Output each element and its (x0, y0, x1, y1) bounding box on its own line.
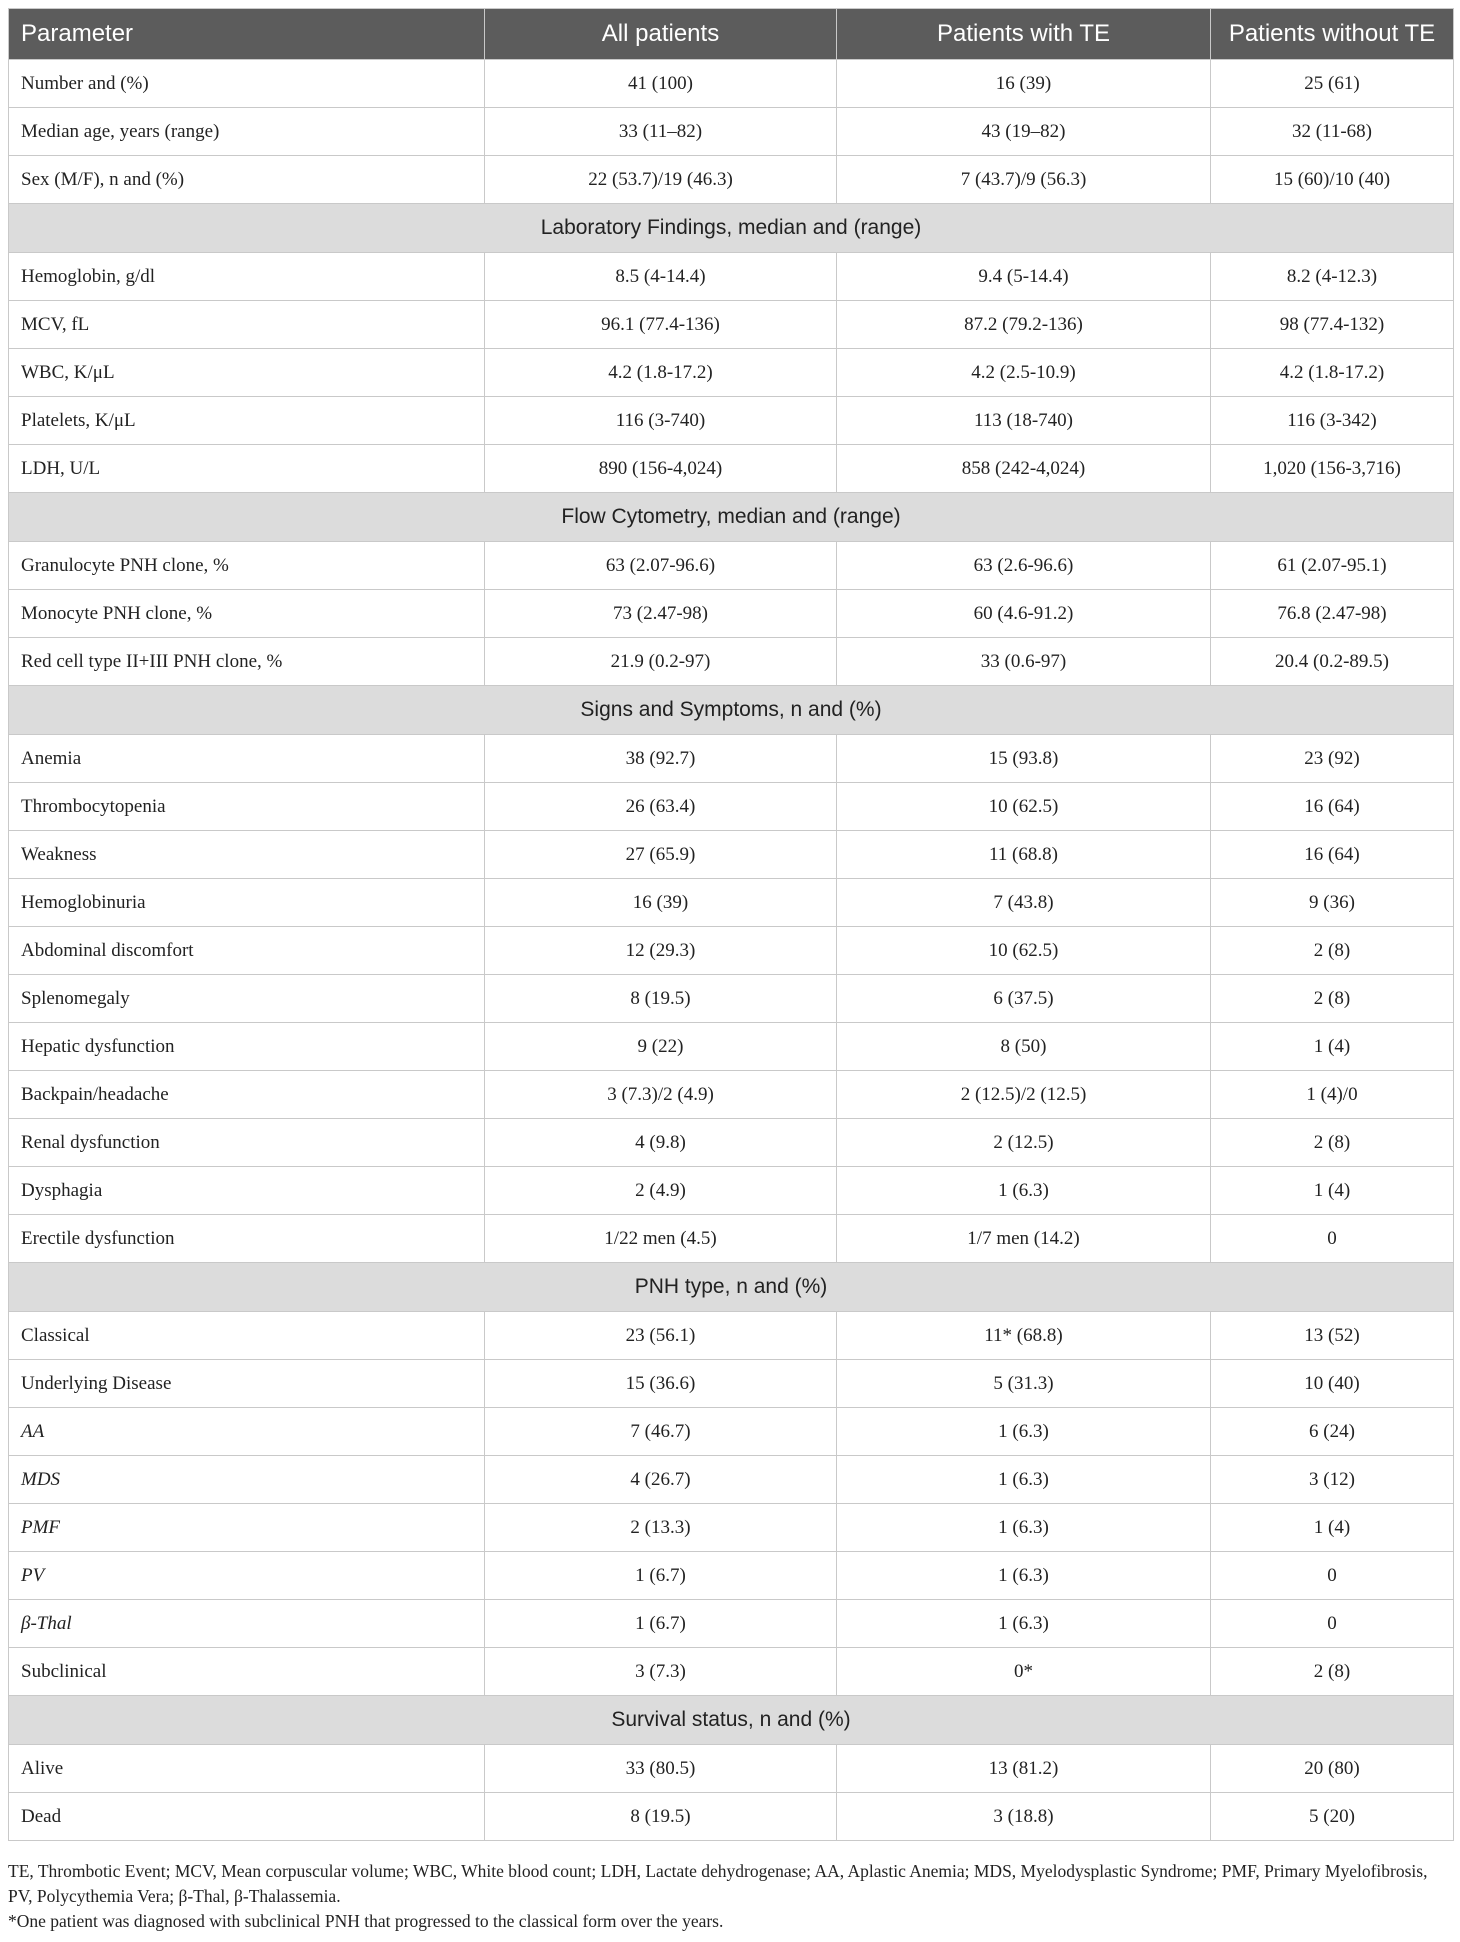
header-patients-without-te: Patients without TE (1211, 9, 1454, 60)
table-row (9, 879, 1454, 927)
without-te-cell: 8.2 (4-12.3) (1211, 253, 1454, 301)
without-te-cell: 3 (12) (1211, 1456, 1454, 1504)
without-te-cell: 4.2 (1.8-17.2) (1211, 349, 1454, 397)
all-patients-cell: 38 (92.7) (485, 735, 837, 783)
row-label-cell: Median age, years (range) (9, 108, 485, 156)
without-te-cell: 2 (8) (1211, 1119, 1454, 1167)
row-label-cell: Hemoglobin, g/dl (9, 253, 485, 301)
table-row (9, 1600, 1454, 1648)
without-te-cell: 2 (8) (1211, 975, 1454, 1023)
with-te-cell: 33 (0.6-97) (837, 638, 1211, 686)
header-parameter: Parameter (9, 9, 485, 60)
row-label-cell: Sex (M/F), n and (%) (9, 156, 485, 204)
with-te-cell: 87.2 (79.2-136) (837, 301, 1211, 349)
with-te-cell: 1 (6.3) (837, 1456, 1211, 1504)
table-row (9, 638, 1454, 686)
all-patients-cell: 16 (39) (485, 879, 837, 927)
with-te-cell: 1 (6.3) (837, 1600, 1211, 1648)
all-patients-cell: 96.1 (77.4-136) (485, 301, 837, 349)
row-label-cell: Anemia (9, 735, 485, 783)
all-patients-cell: 33 (11–82) (485, 108, 837, 156)
table-row (9, 1552, 1454, 1600)
table-row (9, 735, 1454, 783)
without-te-cell: 23 (92) (1211, 735, 1454, 783)
with-te-cell: 16 (39) (837, 60, 1211, 108)
with-te-cell: 9.4 (5-14.4) (837, 253, 1211, 301)
all-patients-cell: 3 (7.3)/2 (4.9) (485, 1071, 837, 1119)
asterisk-note: *One patient was diagnosed with subclinical PNH that progressed to the classical form over the years. (8, 1911, 724, 1931)
table-row (9, 349, 1454, 397)
table-footnotes (8, 1859, 1453, 1934)
with-te-cell: 1 (6.3) (837, 1408, 1211, 1456)
row-label-cell: WBC, K/μL (9, 349, 485, 397)
section-header-row (9, 1696, 1454, 1745)
table-row (9, 1167, 1454, 1215)
section-header-row (9, 493, 1454, 542)
with-te-cell: 1 (6.3) (837, 1552, 1211, 1600)
without-te-cell: 13 (52) (1211, 1312, 1454, 1360)
all-patients-cell: 22 (53.7)/19 (46.3) (485, 156, 837, 204)
with-te-cell: 43 (19–82) (837, 108, 1211, 156)
row-label-cell: Granulocyte PNH clone, % (9, 542, 485, 590)
table-row (9, 108, 1454, 156)
section-title: Survival status, n and (%) (9, 1696, 1454, 1745)
without-te-cell: 1,020 (156-3,716) (1211, 445, 1454, 493)
table-row (9, 1793, 1454, 1841)
with-te-cell: 1 (6.3) (837, 1504, 1211, 1552)
without-te-cell: 1 (4) (1211, 1167, 1454, 1215)
table-row (9, 1215, 1454, 1263)
table-row (9, 1312, 1454, 1360)
row-label-cell: LDH, U/L (9, 445, 485, 493)
all-patients-cell: 1/22 men (4.5) (485, 1215, 837, 1263)
without-te-cell: 1 (4)/0 (1211, 1071, 1454, 1119)
row-label-cell: Thrombocytopenia (9, 783, 485, 831)
with-te-cell: 6 (37.5) (837, 975, 1211, 1023)
all-patients-cell: 1 (6.7) (485, 1552, 837, 1600)
with-te-cell: 7 (43.8) (837, 879, 1211, 927)
header-patients-with-te: Patients with TE (837, 9, 1211, 60)
table-row (9, 445, 1454, 493)
without-te-cell: 76.8 (2.47-98) (1211, 590, 1454, 638)
all-patients-cell: 41 (100) (485, 60, 837, 108)
without-te-cell: 0 (1211, 1215, 1454, 1263)
table-row (9, 156, 1454, 204)
all-patients-cell: 21.9 (0.2-97) (485, 638, 837, 686)
row-label-cell: β-Thal (9, 1600, 485, 1648)
without-te-cell: 0 (1211, 1600, 1454, 1648)
table-row (9, 1504, 1454, 1552)
row-label-cell: Classical (9, 1312, 485, 1360)
row-label-cell: Renal dysfunction (9, 1119, 485, 1167)
section-title: Flow Cytometry, median and (range) (9, 493, 1454, 542)
row-label-cell: Erectile dysfunction (9, 1215, 485, 1263)
all-patients-cell: 9 (22) (485, 1023, 837, 1071)
all-patients-cell: 890 (156-4,024) (485, 445, 837, 493)
table-row (9, 590, 1454, 638)
table-body (9, 60, 1454, 1841)
with-te-cell: 11 (68.8) (837, 831, 1211, 879)
header-all-patients: All patients (485, 9, 837, 60)
without-te-cell: 61 (2.07-95.1) (1211, 542, 1454, 590)
table-row (9, 301, 1454, 349)
with-te-cell: 11* (68.8) (837, 1312, 1211, 1360)
row-label-cell: Number and (%) (9, 60, 485, 108)
without-te-cell: 10 (40) (1211, 1360, 1454, 1408)
section-title: PNH type, n and (%) (9, 1263, 1454, 1312)
with-te-cell: 10 (62.5) (837, 783, 1211, 831)
table-row (9, 542, 1454, 590)
with-te-cell: 1 (6.3) (837, 1167, 1211, 1215)
without-te-cell: 1 (4) (1211, 1504, 1454, 1552)
table-row (9, 1360, 1454, 1408)
with-te-cell: 5 (31.3) (837, 1360, 1211, 1408)
table-row (9, 1023, 1454, 1071)
table-row (9, 1071, 1454, 1119)
all-patients-cell: 12 (29.3) (485, 927, 837, 975)
all-patients-cell: 8.5 (4-14.4) (485, 253, 837, 301)
with-te-cell: 63 (2.6-96.6) (837, 542, 1211, 590)
all-patients-cell: 7 (46.7) (485, 1408, 837, 1456)
table-row (9, 975, 1454, 1023)
without-te-cell: 16 (64) (1211, 831, 1454, 879)
without-te-cell: 9 (36) (1211, 879, 1454, 927)
without-te-cell: 16 (64) (1211, 783, 1454, 831)
table-row (9, 831, 1454, 879)
row-label-cell: Alive (9, 1745, 485, 1793)
row-label-cell: Weakness (9, 831, 485, 879)
without-te-cell: 15 (60)/10 (40) (1211, 156, 1454, 204)
table-row (9, 397, 1454, 445)
without-te-cell: 32 (11-68) (1211, 108, 1454, 156)
with-te-cell: 15 (93.8) (837, 735, 1211, 783)
with-te-cell: 113 (18-740) (837, 397, 1211, 445)
table-row (9, 783, 1454, 831)
with-te-cell: 3 (18.8) (837, 1793, 1211, 1841)
row-label-cell: Dead (9, 1793, 485, 1841)
table-row (9, 927, 1454, 975)
all-patients-cell: 8 (19.5) (485, 1793, 837, 1841)
without-te-cell: 5 (20) (1211, 1793, 1454, 1841)
row-label-cell: Subclinical (9, 1648, 485, 1696)
row-label-cell: Underlying Disease (9, 1360, 485, 1408)
all-patients-cell: 27 (65.9) (485, 831, 837, 879)
row-label-cell: Monocyte PNH clone, % (9, 590, 485, 638)
without-te-cell: 2 (8) (1211, 1648, 1454, 1696)
row-label-cell: Dysphagia (9, 1167, 485, 1215)
without-te-cell: 2 (8) (1211, 927, 1454, 975)
section-header-row (9, 1263, 1454, 1312)
row-label-cell: MCV, fL (9, 301, 485, 349)
row-label-cell: Platelets, K/μL (9, 397, 485, 445)
table-header-row (9, 9, 1454, 60)
row-label-cell: PV (9, 1552, 485, 1600)
without-te-cell: 116 (3-342) (1211, 397, 1454, 445)
row-label-cell: MDS (9, 1456, 485, 1504)
all-patients-cell: 2 (4.9) (485, 1167, 837, 1215)
without-te-cell: 20 (80) (1211, 1745, 1454, 1793)
table-row (9, 1745, 1454, 1793)
with-te-cell: 13 (81.2) (837, 1745, 1211, 1793)
table-row (9, 1456, 1454, 1504)
without-te-cell: 98 (77.4-132) (1211, 301, 1454, 349)
all-patients-cell: 63 (2.07-96.6) (485, 542, 837, 590)
table-row (9, 60, 1454, 108)
table-row (9, 1119, 1454, 1167)
all-patients-cell: 26 (63.4) (485, 783, 837, 831)
table-row (9, 253, 1454, 301)
with-te-cell: 2 (12.5) (837, 1119, 1211, 1167)
with-te-cell: 10 (62.5) (837, 927, 1211, 975)
without-te-cell: 25 (61) (1211, 60, 1454, 108)
section-title: Laboratory Findings, median and (range) (9, 204, 1454, 253)
without-te-cell: 6 (24) (1211, 1408, 1454, 1456)
row-label-cell: PMF (9, 1504, 485, 1552)
row-label-cell: Hemoglobinuria (9, 879, 485, 927)
abbreviations-note: TE, Thrombotic Event; MCV, Mean corpuscular volume; WBC, White blood count; LDH, Lactate dehydrogenase; AA, Aplastic Anemia; MDS, Myelodysplastic Syndrome; PMF, Primary Myelofibrosis, PV, Polycythemia Vera; β-Thal, β-Thalassemia. (8, 1861, 1428, 1906)
all-patients-cell: 3 (7.3) (485, 1648, 837, 1696)
without-te-cell: 20.4 (0.2-89.5) (1211, 638, 1454, 686)
all-patients-cell: 33 (80.5) (485, 1745, 837, 1793)
row-label-cell: Red cell type II+III PNH clone, % (9, 638, 485, 686)
all-patients-cell: 15 (36.6) (485, 1360, 837, 1408)
all-patients-cell: 4 (26.7) (485, 1456, 837, 1504)
section-header-row (9, 686, 1454, 735)
section-title: Signs and Symptoms, n and (%) (9, 686, 1454, 735)
row-label-cell: Backpain/headache (9, 1071, 485, 1119)
table-row (9, 1648, 1454, 1696)
all-patients-cell: 116 (3-740) (485, 397, 837, 445)
all-patients-cell: 73 (2.47-98) (485, 590, 837, 638)
all-patients-cell: 8 (19.5) (485, 975, 837, 1023)
with-te-cell: 1/7 men (14.2) (837, 1215, 1211, 1263)
all-patients-cell: 4.2 (1.8-17.2) (485, 349, 837, 397)
with-te-cell: 8 (50) (837, 1023, 1211, 1071)
with-te-cell: 0* (837, 1648, 1211, 1696)
all-patients-cell: 4 (9.8) (485, 1119, 837, 1167)
all-patients-cell: 1 (6.7) (485, 1600, 837, 1648)
row-label-cell: AA (9, 1408, 485, 1456)
with-te-cell: 4.2 (2.5-10.9) (837, 349, 1211, 397)
patient-characteristics-table (8, 8, 1454, 1841)
section-header-row (9, 204, 1454, 253)
without-te-cell: 0 (1211, 1552, 1454, 1600)
row-label-cell: Splenomegaly (9, 975, 485, 1023)
with-te-cell: 2 (12.5)/2 (12.5) (837, 1071, 1211, 1119)
with-te-cell: 7 (43.7)/9 (56.3) (837, 156, 1211, 204)
all-patients-cell: 23 (56.1) (485, 1312, 837, 1360)
without-te-cell: 1 (4) (1211, 1023, 1454, 1071)
all-patients-cell: 2 (13.3) (485, 1504, 837, 1552)
table-row (9, 1408, 1454, 1456)
row-label-cell: Abdominal discomfort (9, 927, 485, 975)
with-te-cell: 858 (242-4,024) (837, 445, 1211, 493)
with-te-cell: 60 (4.6-91.2) (837, 590, 1211, 638)
row-label-cell: Hepatic dysfunction (9, 1023, 485, 1071)
table-container (8, 8, 1453, 1934)
